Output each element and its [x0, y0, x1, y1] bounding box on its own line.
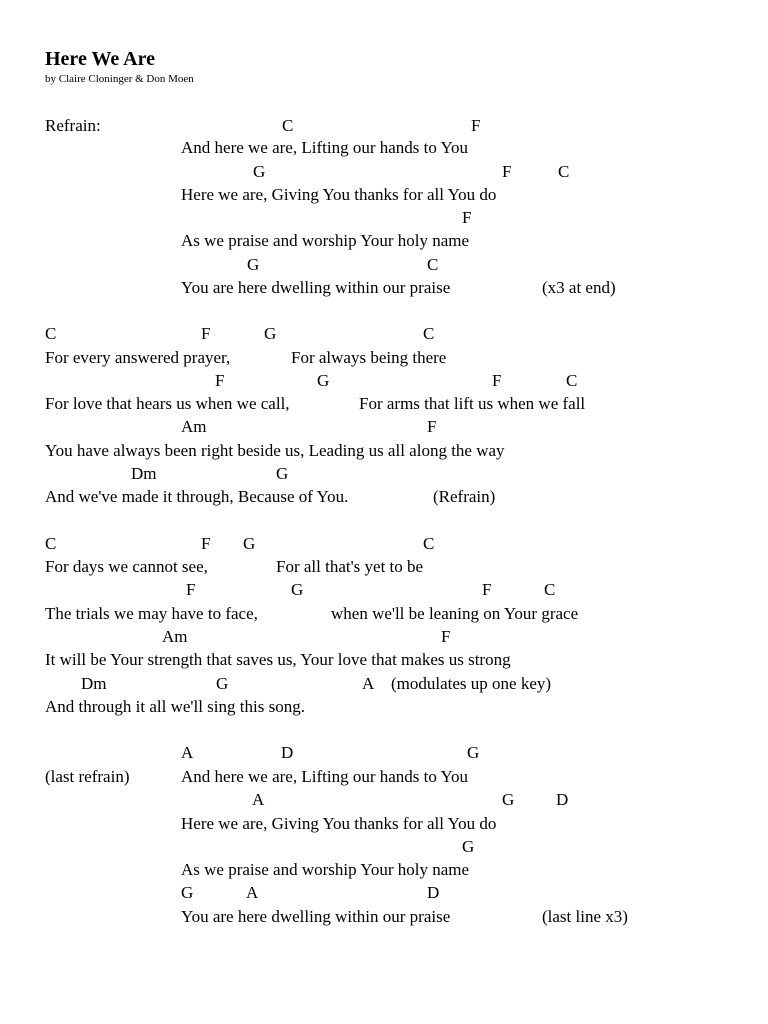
chord: C: [282, 116, 294, 135]
refrain-label: Refrain:: [45, 116, 101, 135]
chord: G: [243, 534, 256, 553]
chord: G: [253, 162, 266, 181]
chord: F: [186, 580, 196, 599]
chord: C: [558, 162, 570, 181]
chord: F: [471, 116, 481, 135]
chord: Dm: [81, 674, 107, 693]
lyric-line: when we'll be leaning on Your grace: [331, 604, 579, 623]
lyric-line: It will be Your strength that saves us, Your love that makes us strong: [45, 650, 511, 669]
lyric-line: For every answered prayer,: [45, 348, 231, 367]
chord: C: [45, 324, 57, 343]
chord: G: [276, 464, 289, 483]
lyric-line: For always being there: [291, 348, 447, 367]
chord: C: [566, 371, 578, 390]
chord: G: [317, 371, 330, 390]
chord: G: [216, 674, 229, 693]
refrain-cue: (Refrain): [433, 487, 496, 506]
lyric-line: You are here dwelling within our praise: [181, 278, 451, 297]
repeat-note: (last line x3): [542, 907, 628, 926]
chord: C: [423, 534, 435, 553]
lyric-line: For days we cannot see,: [45, 557, 208, 576]
chord: A: [362, 674, 375, 693]
lyric-line: For love that hears us when we call,: [45, 394, 290, 413]
lyric-line: Here we are, Giving You thanks for all You do: [181, 185, 497, 204]
lyric-line: For arms that lift us when we fall: [359, 394, 586, 413]
chord: F: [482, 580, 492, 599]
last-refrain-label: (last refrain): [45, 767, 130, 786]
chord: C: [45, 534, 57, 553]
lyric-line: You have always been right beside us, Leading us all along the way: [45, 441, 505, 460]
chord: G: [502, 790, 515, 809]
chord: F: [427, 417, 437, 436]
lyric-line: As we praise and worship Your holy name: [181, 860, 470, 879]
lyric-line: As we praise and worship Your holy name: [181, 231, 470, 250]
chord: F: [441, 627, 451, 646]
lyric-line: And we've made it through, Because of You.: [45, 487, 349, 506]
chord: A: [252, 790, 265, 809]
chord: A: [246, 883, 259, 902]
lyric-line: And through it all we'll sing this song.: [45, 697, 305, 716]
chord: G: [264, 324, 277, 343]
chord: G: [467, 743, 480, 762]
lyric-line: Here we are, Giving You thanks for all You do: [181, 814, 497, 833]
chord: D: [556, 790, 569, 809]
lyric-line: And here we are, Lifting our hands to You: [181, 138, 469, 157]
lyric-line: The trials we may have to face,: [45, 604, 258, 623]
chord: F: [201, 534, 211, 553]
chord: C: [423, 324, 435, 343]
song-byline: by Claire Cloninger & Don Moen: [45, 73, 194, 85]
chord: G: [181, 883, 194, 902]
chord: A: [181, 743, 194, 762]
chord: Am: [162, 627, 188, 646]
chord: Am: [181, 417, 207, 436]
chord: G: [291, 580, 304, 599]
chord: F: [462, 208, 472, 227]
chord: F: [502, 162, 512, 181]
repeat-note: (x3 at end): [542, 278, 616, 297]
song-title: Here We Are: [45, 48, 155, 70]
lyric-line: And here we are, Lifting our hands to You: [181, 767, 469, 786]
chord: G: [462, 837, 475, 856]
lyric-line: For all that's yet to be: [276, 557, 424, 576]
chord: D: [281, 743, 294, 762]
chord: Dm: [131, 464, 157, 483]
chord: F: [492, 371, 502, 390]
chord: F: [201, 324, 211, 343]
modulation-note: (modulates up one key): [391, 674, 552, 693]
chord: C: [544, 580, 556, 599]
chord: D: [427, 883, 440, 902]
chord: F: [215, 371, 225, 390]
lyric-line: You are here dwelling within our praise: [181, 907, 451, 926]
chord: G: [247, 255, 260, 274]
chord: C: [427, 255, 439, 274]
